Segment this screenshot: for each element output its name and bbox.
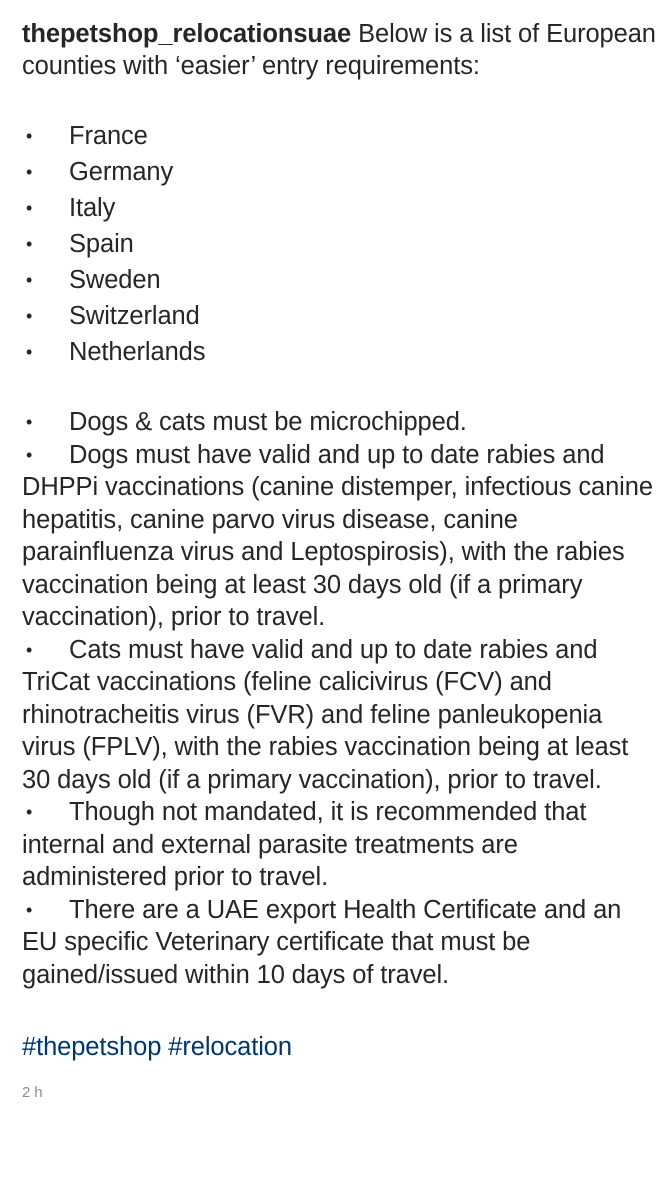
- requirement-item: [22, 634, 662, 797]
- country-name: Sweden: [69, 266, 161, 294]
- requirement-item: [22, 406, 662, 439]
- bullet-icon: •: [26, 639, 33, 660]
- hashtag-row: [22, 1031, 662, 1063]
- requirement-text: Dogs must have valid and up to date rabies and DHPPi vaccinations (canine distemper, infectious canine hepatitis, canine parvo virus disease, canine parainfluenza virus and Leptospirosis), with the rabies vaccination being at least 30 days old (if a primary vaccination), prior to travel.: [22, 440, 653, 631]
- bullet-icon: •: [26, 126, 33, 146]
- bullet-icon: •: [26, 198, 33, 218]
- requirements-list: [22, 406, 662, 991]
- country-name: Switzerland: [69, 302, 200, 330]
- bullet-icon: •: [26, 342, 33, 362]
- country-name: Netherlands: [69, 338, 206, 366]
- bullet-icon: •: [26, 306, 33, 326]
- list-item: [22, 298, 662, 334]
- requirement-text: Cats must have valid and up to date rabies and TriCat vaccinations (feline calicivirus (FCV) and rhinotracheitis virus (FVR) and feline panleukopenia virus (FPLV), with the rabies vaccination being at least 30 days old (if a primary vaccination), prior to travel.: [22, 635, 629, 794]
- list-item: [22, 190, 662, 226]
- requirement-text: There are a UAE export Health Certificate and an EU specific Veterinary certificate that must be gained/issued within 10 days of travel.: [22, 895, 622, 989]
- bullet-icon: •: [26, 444, 33, 465]
- intro-text: Below is a list of European counties with ‘easier’ entry requirements:: [22, 20, 656, 80]
- country-name: France: [69, 122, 148, 150]
- country-name: Germany: [69, 158, 174, 186]
- bullet-icon: •: [26, 234, 33, 254]
- country-name: Italy: [69, 194, 116, 222]
- hashtag-link[interactable]: #thepetshop: [22, 1033, 162, 1061]
- country-list: [22, 118, 662, 370]
- list-item: [22, 154, 662, 190]
- hashtag-link[interactable]: #relocation: [168, 1033, 292, 1061]
- requirement-item: [22, 439, 662, 634]
- bullet-icon: •: [26, 270, 33, 290]
- requirement-item: [22, 796, 662, 894]
- post-caption: [22, 18, 662, 1109]
- bullet-icon: •: [26, 899, 33, 920]
- username-link[interactable]: thepetshop_relocationsuae: [22, 20, 352, 48]
- post-timestamp: 2 h: [22, 1084, 43, 1101]
- list-item: [22, 118, 662, 154]
- bullet-icon: •: [26, 162, 33, 182]
- country-name: Spain: [69, 230, 134, 258]
- requirement-text: Dogs & cats must be microchipped.: [69, 408, 467, 436]
- list-item: [22, 334, 662, 370]
- list-item: [22, 226, 662, 262]
- caption-intro: [22, 18, 662, 82]
- requirement-text: Though not mandated, it is recommended that internal and external parasite treatments are administered prior to travel.: [22, 798, 587, 891]
- bullet-icon: •: [26, 802, 33, 822]
- requirement-item: [22, 894, 662, 992]
- bullet-icon: •: [26, 412, 33, 432]
- list-item: [22, 262, 662, 298]
